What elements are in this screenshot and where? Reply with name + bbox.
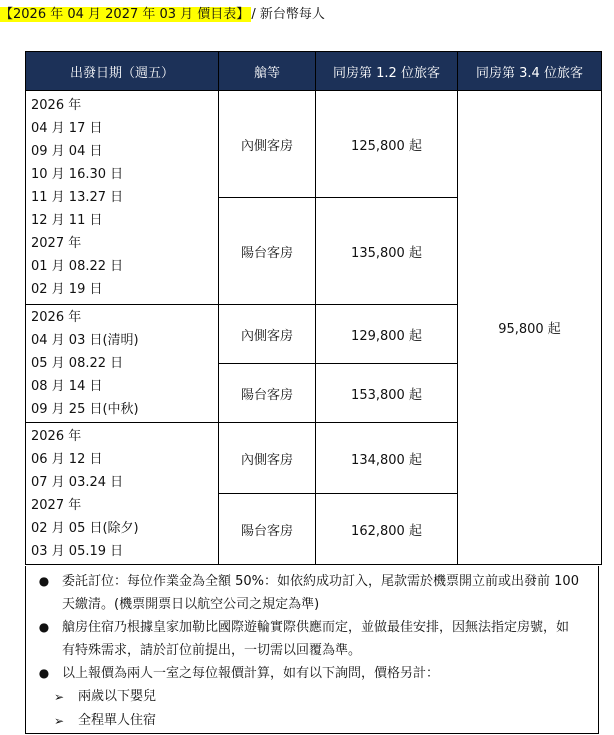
date-line: 10 月 16.30 日 [31,167,124,182]
sub-note-text: 全程單人住宿 [78,713,157,728]
date-line: 04 月 17 日 [31,121,103,136]
cabin-cell: 陽台客房 [219,198,316,305]
bullet-icon: ● [38,620,50,634]
cabin-cell: 內側客房 [219,91,316,198]
price-cell: 134,800 起 [316,423,458,494]
date-line: 03 月 05.19 日 [31,543,124,559]
date-cell-group-3 [26,423,219,565]
note-line: 以上報價為兩人一室之每位報價計算，如有以下詢問，價格另計： [62,666,440,681]
date-line: 01 月 08.22 日 [31,259,124,274]
date-cell-group-1 [26,91,219,305]
price-cell: 125,800 起 [316,91,458,198]
price-cell: 153,800 起 [316,364,458,423]
heading-suffix: / 新台幣每人 [251,7,325,22]
date-line: 09 月 04 日 [31,144,103,159]
arrow-bullet-icon: ➢ [54,690,65,704]
sub-note-item [26,709,594,733]
notes-box [25,566,599,734]
cabin-cell: 內側客房 [219,305,316,364]
table-header-row [26,52,602,91]
date-line: 12 月 11 日 [31,213,103,228]
date-line: 2027 年 [31,236,82,251]
arrow-bullet-icon: ➢ [54,714,65,728]
header-departure-date: 出發日期（週五） [26,52,219,91]
note-line: 艙房住宿乃根據皇家加勒比國際遊輪實際供應而定，並做最佳安排，因無法指定房號，如 [62,620,570,635]
date-line: 2026 年 [31,428,82,444]
date-line: 2026 年 [31,98,82,113]
sub-note-text: 兩歲以下嬰兒 [78,689,157,704]
date-line: 02 月 19 日 [31,282,103,297]
cabin-cell: 陽台客房 [219,494,316,565]
price-cell: 135,800 起 [316,198,458,305]
price-cell: 129,800 起 [316,305,458,364]
header-price-3-4: 同房第 3.4 位旅客 [458,52,602,91]
date-cell-group-2 [26,305,219,423]
date-line: 05 月 08.22 日 [31,356,124,371]
note-item [26,570,594,616]
page-heading [0,4,325,26]
date-line: 04 月 03 日(清明) [31,333,139,348]
date-line: 11 月 13.27 日 [31,190,124,205]
note-item [26,616,594,662]
note-line: 委託訂位：每位作業金為全額 50%：如依約成功訂入，尾款需於機票開立前或出發前 100 [62,574,579,589]
header-cabin: 艙等 [219,52,316,91]
date-line: 07 月 03.24 日 [31,474,124,490]
date-line: 06 月 12 日 [31,451,103,467]
date-line: 2027 年 [31,497,82,513]
price-table [25,51,602,565]
sub-note-item [26,685,594,709]
date-line: 2026 年 [31,310,82,325]
cabin-cell: 陽台客房 [219,364,316,423]
date-line: 09 月 25 日(中秋) [31,402,139,417]
header-price-1-2: 同房第 1.2 位旅客 [316,52,458,91]
bullet-icon: ● [38,574,50,588]
date-line: 08 月 14 日 [31,379,103,394]
price-cell: 162,800 起 [316,494,458,565]
note-line: 有特殊需求，請於訂位前提出，一切需以回覆為準。 [62,643,362,658]
date-line: 02 月 05 日(除夕) [31,520,139,536]
note-item [26,662,594,685]
bullet-icon: ● [38,666,50,680]
cabin-cell: 內側客房 [219,423,316,494]
third-fourth-price-cell: 95,800 起 [458,91,602,565]
note-line: 天繳清。(機票開票日以航空公司之規定為準) [62,597,320,612]
heading-highlighted: 【2026 年 04 月 2027 年 03 月 價目表】 [0,7,250,22]
table-row [26,91,602,198]
